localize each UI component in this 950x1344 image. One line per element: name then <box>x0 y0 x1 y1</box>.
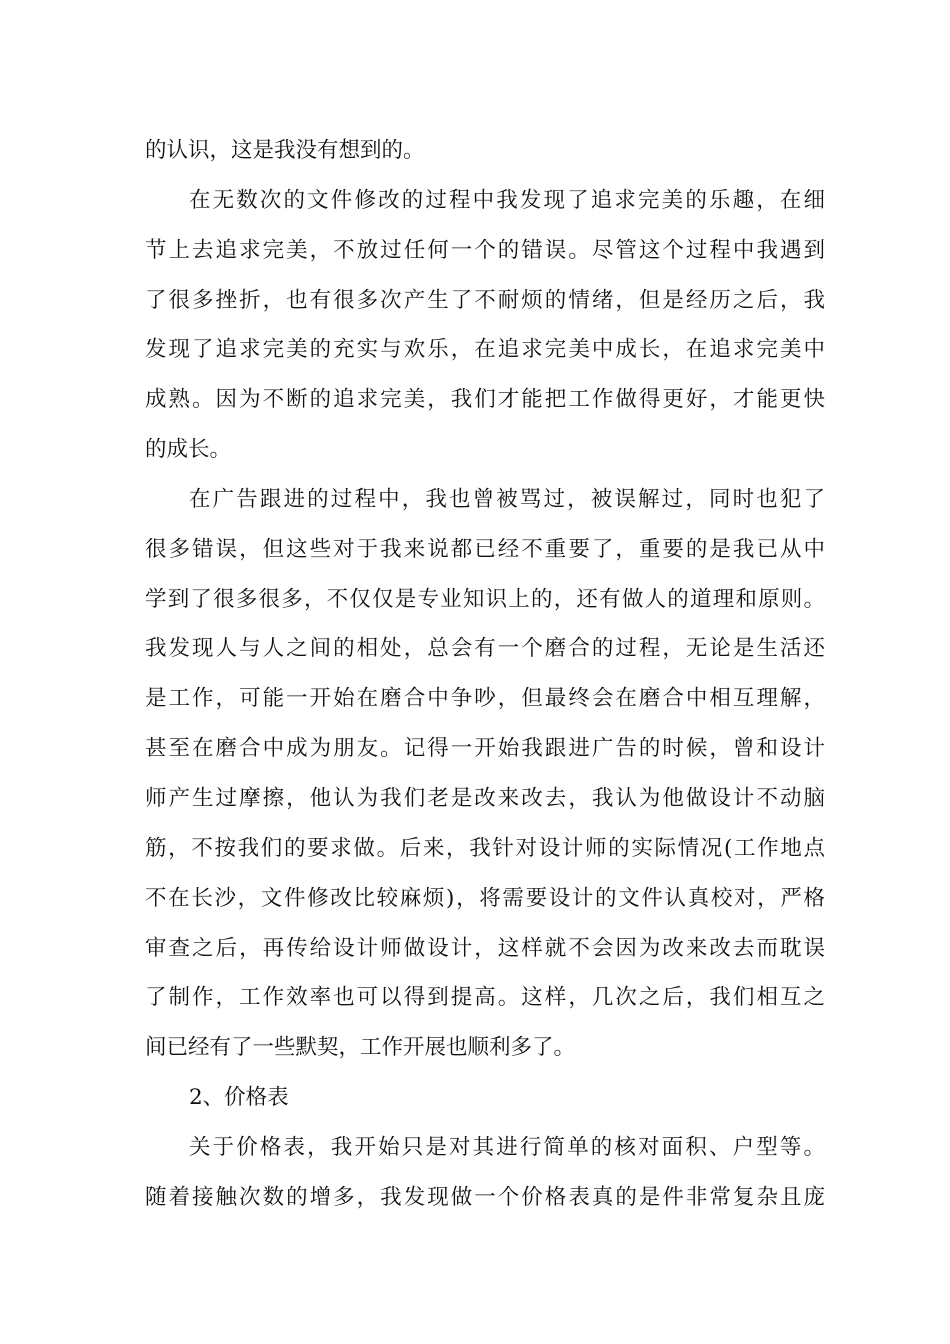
text-line: 随着接触次数的增多，我发现做一个价格表真的是件非常复杂且庞 <box>145 1184 825 1210</box>
text-line: 成熟。因为不断的追求完美，我们才能把工作做得更好，才能更快 <box>145 387 825 413</box>
text-line: 很多错误，但这些对于我来说都已经不重要了，重要的是我已从中 <box>145 536 825 562</box>
text-line: 我发现人与人之间的相处，总会有一个磨合的过程，无论是生活还 <box>145 636 825 662</box>
text-line: 是工作，可能一开始在磨合中争吵，但最终会在磨合中相互理解， <box>145 686 825 712</box>
text-line: 的认识，这是我没有想到的。 <box>145 138 425 163</box>
section-heading: 2、价格表 <box>189 1085 289 1111</box>
text-line: 不在长沙，文件修改比较麻烦)，将需要设计的文件认真校对，严格 <box>145 885 825 911</box>
text-line: 的成长。 <box>145 437 232 463</box>
text-line: 发现了追求完美的充实与欢乐，在追求完美中成长，在追求完美中 <box>145 337 825 363</box>
paragraph-first-line: 在广告跟进的过程中，我也曾被骂过，被误解过，同时也犯了 <box>189 486 825 512</box>
text-line: 师产生过摩擦，他认为我们老是改来改去，我认为他做设计不动脑 <box>145 785 825 811</box>
text-line: 审查之后，再传给设计师做设计，这样就不会因为改来改去而耽误 <box>145 935 825 961</box>
text-line: 了很多挫折，也有很多次产生了不耐烦的情绪，但是经历之后，我 <box>145 287 825 313</box>
text-line: 节上去追求完美，不放过任何一个的错误。尽管这个过程中我遇到 <box>145 237 825 263</box>
paragraph-first-line: 关于价格表，我开始只是对其进行简单的核对面积、户型等。 <box>189 1134 825 1160</box>
body-text <box>145 126 825 1223</box>
text-line: 了制作，工作效率也可以得到提高。这样，几次之后，我们相互之 <box>145 985 825 1011</box>
text-line: 甚至在磨合中成为朋友。记得一开始我跟进广告的时候，曾和设计 <box>145 736 825 762</box>
text-line: 学到了很多很多，不仅仅是专业知识上的，还有做人的道理和原则。 <box>145 586 825 612</box>
paragraph-first-line: 在无数次的文件修改的过程中我发现了追求完美的乐趣，在细 <box>189 187 825 213</box>
text-line: 筋，不按我们的要求做。后来，我针对设计师的实际情况(工作地点 <box>145 835 825 861</box>
text-line: 间已经有了一些默契，工作开展也顺利多了。 <box>145 1035 576 1061</box>
